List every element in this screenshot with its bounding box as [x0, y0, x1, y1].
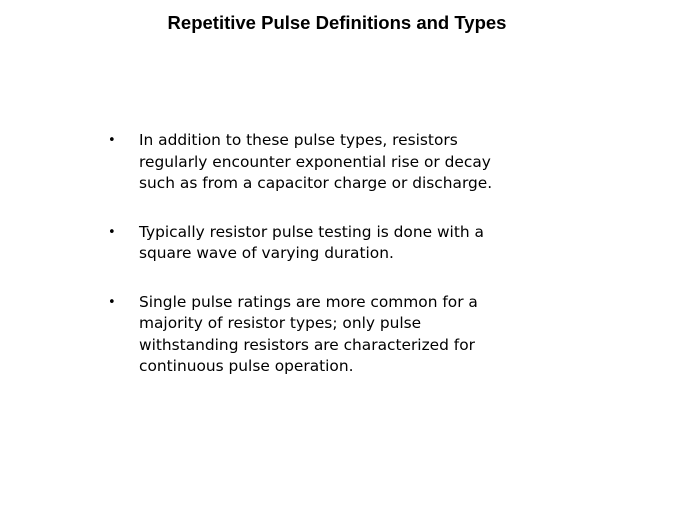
- bullet-line: continuous pulse operation.: [139, 357, 354, 375]
- bullet-icon: •: [108, 294, 116, 310]
- bullet-list: [108, 130, 548, 405]
- bullet-line: In addition to these pulse types, resistors: [139, 131, 458, 149]
- bullet-item: [108, 222, 548, 265]
- bullet-icon: •: [108, 224, 116, 240]
- bullet-icon: •: [108, 133, 116, 148]
- slide-title: Repetitive Pulse Definitions and Types: [167, 12, 507, 33]
- bullet-line: majority of resistor types; only pulse: [139, 314, 422, 332]
- bullet-item: [108, 292, 548, 378]
- bullet-line: square wave of varying duration.: [139, 244, 394, 262]
- bullet-line: such as from a capacitor charge or discharge.: [139, 174, 493, 192]
- bullet-line: withstanding resistors are characterized for: [139, 335, 475, 354]
- bullet-line: Single pulse ratings are more common for a: [139, 292, 478, 311]
- bullet-item: [108, 130, 548, 195]
- bullet-line: regularly encounter exponential rise or decay: [139, 152, 491, 171]
- bullet-line: Typically resistor pulse testing is done with a: [139, 222, 484, 241]
